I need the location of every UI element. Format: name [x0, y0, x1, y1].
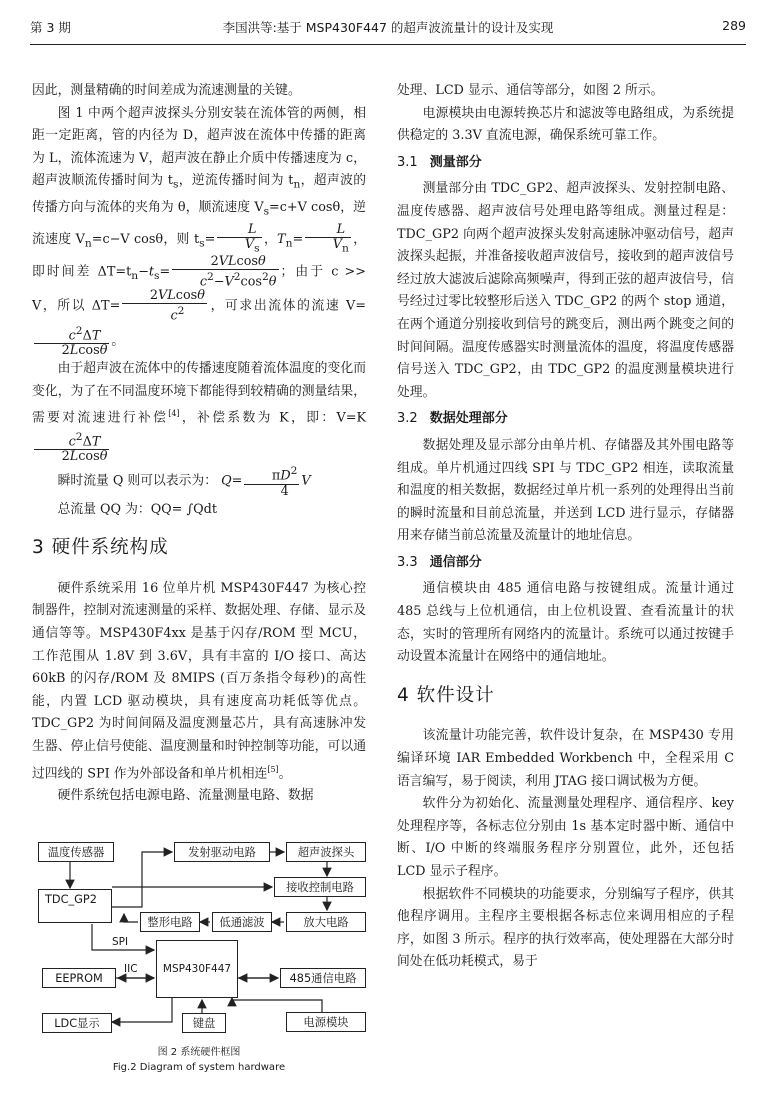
formula-total-flow: 总流量 QQ 为：QQ= ∫Qdt: [57, 501, 217, 517]
paragraph: 软件分为初始化、流量测量处理程序、通信程序、key 处理程序等，各标志位分别由 1s 基本定时器中断、通信中断、I/O 中断的终端服务程序分别置位，此外，还包括 LCD 显示子程序。: [397, 796, 734, 879]
block-tx-drive: 发射驱动电路: [174, 842, 270, 862]
paragraph: 图 1 中两个超声波探头分别安装在流体管的两侧，相距一定距离，管的内径为 D，超声波在流体中传播的距离为 L，流体流速为 V，超声波在静止介质中传播速度为 c，超声波顺流传播时间为 $t_s$，逆流传播时间为 $t_n$，超声波的传播方向与流体的夹角为 θ，顺流速度 $V_s=c+V$ cosθ，逆流速度 $V_n=c-V$ cosθ，则 $t_s=$ $\frac{L}{V_s}$ ，$T_n=$ $\frac{L}{V_n}$ ，即时间差 $\Delta T=t_n-t_s=$ $\frac{2VLcos\theta}{c^2-V^2\cos^2\theta}$ ；由于 c >> V，所以 ΔT= $\frac{2VLcos\theta}{c^2}$ ，可求出流体的流速 V= $\frac{c^2\Delta T}{2Lcos\theta}$ 。: [32, 105, 367, 358]
paragraph: 根据软件不同模块的功能要求，分别编写子程序，供其他程序调用。主程序主要根据各标志位来调用相应的子程序，如图 3 所示。程序的执行效率高，使处理器在大部分时间处在低功耗模式，易于: [397, 886, 734, 970]
running-header: [30, 18, 746, 40]
block-lpf: 低通滤波: [212, 912, 272, 932]
subsection-heading-3-1: 3.1 测量部分: [397, 154, 482, 170]
formula-instant-flow: 瞬时流量 Q 则可以表示为： Q= $\frac{\pi D^2}{4}$ V: [57, 464, 311, 499]
label-spi: SPI: [112, 936, 129, 948]
paragraph: 数据处理及显示部分由单片机、存储器及其外围电路等组成。单片机通过四线 SPI 与 TDC_GP2 相连，读取流量和温度的相关数据，数据经过单片机一系列的处理得出当前的瞬时流量和目前总流量，并送到 LCD 进行显示，存储器用来存储当前总流量及流量计的地址信息。: [397, 437, 734, 544]
section-heading-3: 3 硬件系统构成: [32, 537, 169, 559]
subsection-heading-3-3: 3.3 通信部分: [397, 554, 482, 570]
subsection-heading-3-2: 3.2 数据处理部分: [397, 411, 508, 427]
running-title: 李国洪等:基于 MSP430F447 的超声波流量计的设计及实现: [222, 20, 554, 35]
block-keypad: 键盘: [182, 1013, 226, 1033]
paragraph: 测量部分由 TDC_GP2、超声波探头、发射控制电路、温度传感器、超声波信号处理电路等组成。测量过程是：TDC_GP2 向两个超声波探头发射高速脉冲驱动信号，超声波探头起振，并准备接收超声波信号，接收到的超声波信号经过放大滤波后滤除高频噪声，得到正弦的超声波信号，信号经过过零比较整形后送入 TDC_GP2 的两个 stop 通道，在两个通道分别接收到信号的跳变后，测出两个跳变之间的时间间隔。温度传感器实时测量流体的温度，将温度传感器信号送入 TDC_GP2，由 TDC_GP2 的温度测量模块进行处理。: [397, 181, 734, 400]
block-rx-ctrl: 接收控制电路: [274, 877, 366, 897]
block-probe: 超声波探头: [286, 842, 366, 862]
block-tdc: TDC_GP2: [38, 889, 112, 923]
block-eeprom: EEPROM: [42, 968, 116, 988]
section-heading-4: 4 软件设计: [397, 684, 495, 706]
block-lcd: LDC显示: [42, 1013, 112, 1033]
paragraph: 因此，测量精确的时间差成为流速测量的关键。: [32, 83, 301, 98]
figure-caption-cn: 图 2 系统硬件框图: [157, 1047, 241, 1058]
right-column: [397, 80, 734, 974]
block-485: 485通信电路: [280, 968, 366, 988]
page-number: 289: [722, 18, 746, 33]
paragraph: 硬件系统采用 16 位单片机 MSP430F447 为核心控制器件，控制对流速测量的采样、数据处理、存储、显示及通信等等。MSP430F4xx 是基于闪存/ROM 型 MCU，工作范围从 1.8V 到 3.6V，具有丰富的 I/O 接口、高达 60kB 的闪存/ROM 及 8MIPS (百万条指令每秒)的高性能，内置 LCD 驱动模块，具有速度高功耗低等优点。TDC_GP2 为时间间隔及温度测量芯片，具有高速脉冲发生器、停止信号使能、温度测量和时钟控制等功能，可以通过四线的 SPI 作为外部设备和单片机相连[5]。: [32, 580, 366, 781]
block-power: 电源模块: [286, 1012, 366, 1032]
block-amp: 放大电路: [286, 912, 366, 932]
paragraph: 硬件系统包括电源电路、流量测量电路、数据: [57, 788, 314, 804]
block-mcu: MSP430F447: [156, 940, 238, 998]
block-shaper: 整形电路: [140, 912, 200, 932]
hardware-block-diagram: [32, 832, 366, 1062]
label-iic: IIC: [124, 963, 138, 975]
header-rule: [30, 44, 746, 45]
block-temp-sensor: 温度传感器: [38, 842, 114, 862]
paragraph: 电源模块由电源转换芯片和滤波等电路组成，为系统提供稳定的 3.3V 直流电源，确保系统可靠工作。: [397, 105, 734, 144]
left-column: [32, 80, 366, 808]
paragraph: 通信模块由 485 通信电路与按键组成。流量计通过 485 总线与上位机通信，由上位机设置、查看流量计的状态，实时的管理所有网络内的流量计。系统可以通过按键手动设置本流量计在网络中的通信地址。: [397, 581, 734, 665]
paragraph: 处理、LCD 显示、通信等部分，如图 2 所示。: [397, 83, 664, 98]
paragraph: 由于超声波在流体中的传播速度随着流体温度的变化而变化，为了在不同温度环境下都能得到较精确的测量结果，需要对流速进行补偿[4]，补偿系数为 K，即：V=K $\frac{c^2\Delta T}{2Lcos\theta}$: [32, 361, 367, 465]
paragraph: 该流量计功能完善，软件设计复杂，在 MSP430 专用编译环境 IAR Embedded Workbench 中，全程采用 C 语言编写，易于阅读，利用 JTAG 接口调试极为方便。: [397, 728, 734, 789]
figure-caption-en: Fig.2 Diagram of system hardware: [112, 1062, 286, 1073]
issue-number: 第 3 期: [30, 20, 71, 35]
